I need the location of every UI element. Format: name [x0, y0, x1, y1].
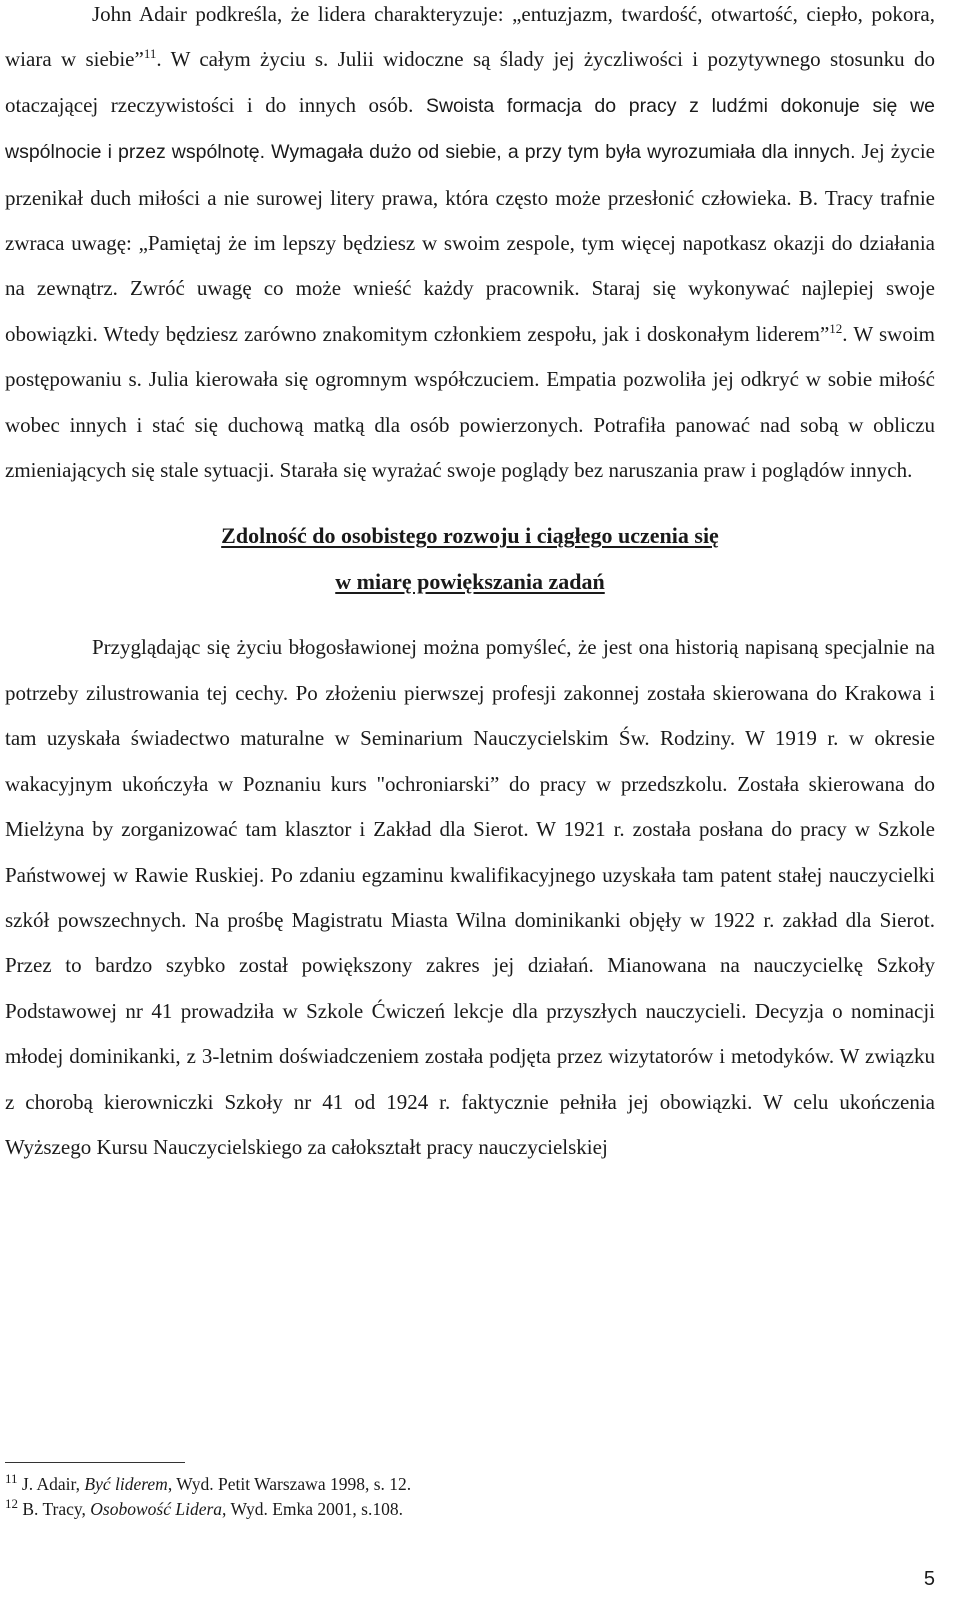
footnote	[5, 1472, 935, 1497]
paragraph-text: . W całym życiu s. Julii widoczne są ślady jej życzliwości i pozytywnego stosunku do otaczającej rzeczywistości i do innych osób.	[5, 47, 936, 117]
footnote-number: 12	[5, 1496, 18, 1512]
section-heading	[5, 513, 935, 605]
footnote-text: , Wyd. Emka 2001, s.108.	[222, 1499, 403, 1519]
footnote-title: Być liderem	[84, 1474, 168, 1494]
paragraph-text: . W swoim postępowaniu s. Julia kierowała się ogromnym współczuciem. Empatia pozwoliła jej odkryć w sobie miłość wobec innych i stać się duchową matką dla osób powierzonych. Potrafiła panować nad sobą w obliczu zmieniających się stale sytuacji. Starała się wyrażać swoje poglądy bez naruszania praw i poglądów innych.	[5, 321, 935, 483]
footnote-ref[interactable]: 11	[143, 46, 157, 62]
heading-line: Zdolność do osobistego rozwoju i ciągłego uczenia się	[221, 523, 719, 549]
footnote-text: B. Tracy,	[22, 1499, 91, 1519]
footnote-text: J. Adair,	[21, 1474, 85, 1494]
paragraph-text: Jej życie przenikał duch miłości a nie surowej litery prawa, która często może przesłonić człowieka. B. Tracy trafnie zwraca uwagę: „Pamiętaj że im lepszy będziesz w swoim zespole, tym więcej napotkasz okazji do działania na zewnątrz. Zwróć uwagę co może wnieść każdy pracownik. Staraj się wykonywać najlepiej swoje obowiązki. Wtedy będziesz zarówno znakomitym członkiem zespołu, jak i doskonałym liderem”	[5, 139, 935, 346]
paragraph-text: John Adair podkreśla, że lidera charakteryzuje: „entuzjazm, twardość, otwartość, ciepło, pokora, wiara w siebie”	[5, 2, 935, 72]
body-paragraph	[5, 0, 935, 493]
footnotes	[5, 1472, 935, 1522]
paragraph-text-sans: Swoista formacja do pracy z ludźmi dokonuje się we wspólnocie i przez wspólnotę. Wymagała dużo od siebie, a przy tym była wyrozumiała dla innych.	[5, 94, 936, 164]
body-paragraph	[5, 625, 935, 1170]
footnote-number: 11	[5, 1471, 18, 1487]
heading-line: w miarę powiększania zadań	[335, 569, 605, 595]
footnote	[5, 1497, 935, 1522]
footnote-text: , Wyd. Petit Warszawa 1998, s. 12.	[167, 1474, 412, 1494]
footnote-title: Osobowość Lidera	[90, 1499, 223, 1519]
document-page	[5, 0, 936, 1519]
page-number: 5	[923, 1568, 935, 1590]
paragraph-text: Przyglądając się życiu błogosławionej można pomyśleć, że jest ona historią napisaną specjalnie na potrzeby zilustrowania tej cechy. Po złożeniu pierwszej profesji zakonnej została skierowana do Krakowa i tam uzyskała świadectwo maturalne w Seminarium Nauczycielskim Św. Rodziny. W 1919 r. w okresie wakacyjnym ukończyła w Poznaniu kurs "ochroniarski” do pracy w przedszkolu. Została skierowana do Mielżyna by zorganizować tam klasztor i Zakład dla Sierot. W 1921 r. została posłana do pracy w Szkole Państwowej w Rawie Ruskiej. Po zdaniu egzaminu kwalifikacyjnego uzyskała tam patent stałej nauczycielki szkół powszechnych. Na prośbę Magistratu Miasta Wilna dominikanki objęły w 1922 r. zakład dla Sierot. Przez to bardzo szybko został powiększony zakres jej działań. Mianowana na nauczycielkę Szkoły Podstawowej nr 41 prowadziła w Szkole Ćwiczeń lekcje dla przyszłych nauczycieli. Decyzja o nominacji młodej dominikanki, z 3-letnim doświadczeniem została podjęta przez wizytatorów i metodyków. W związku z chorobą kierowniczki Szkoły nr 41 od 1924 r. faktycznie pełniła jej obowiązki. W celu ukończenia Wyższego Kursu Nauczycielskiego za całokształt pracy nauczycielskiej	[5, 635, 935, 1159]
footnote-ref[interactable]: 12	[829, 320, 843, 336]
footnote-separator	[5, 1462, 185, 1463]
